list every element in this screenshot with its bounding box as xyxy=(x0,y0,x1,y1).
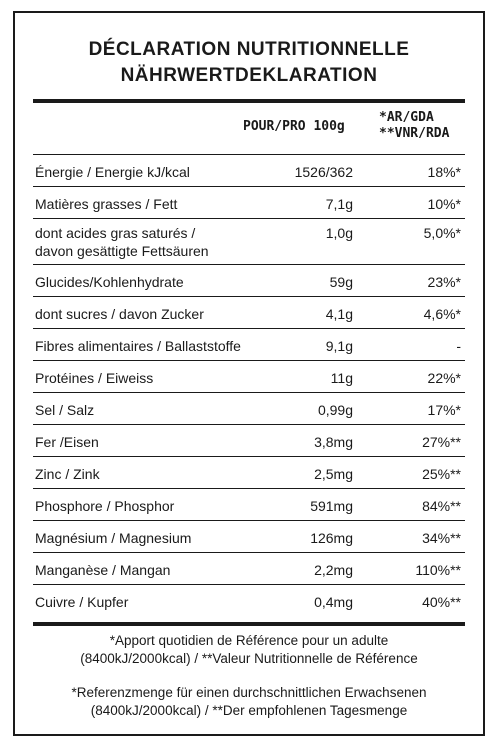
nutrient-name: Glucides/Kohlenhydrate xyxy=(35,274,184,290)
column-header-ar-gda: *AR/GDA xyxy=(379,110,434,125)
footnote-german xyxy=(33,684,465,720)
nutrient-reference-percent: - xyxy=(456,338,461,354)
footnote-german-line2: (8400kJ/2000kcal) / **Der empfohlenen Tagesmenge xyxy=(90,703,408,718)
nutrient-value: 9,1g xyxy=(325,338,353,354)
nutrient-name: Zinc / Zink xyxy=(35,466,100,482)
table-row xyxy=(33,265,465,297)
footnote-french-line1: *Apport quotidien de Référence pour un adulte xyxy=(109,633,389,648)
title-german: NÄHRWERTDEKLARATION xyxy=(120,65,378,86)
nutrient-value: 0,99g xyxy=(317,402,353,418)
footer-rule xyxy=(33,622,465,626)
nutrient-name: Fibres alimentaires / Ballaststoffe xyxy=(35,338,241,354)
nutrient-value: 7,1g xyxy=(325,196,353,212)
nutrient-reference-percent: 84%** xyxy=(422,498,461,514)
table-row xyxy=(33,297,465,329)
nutrient-reference-percent: 18%* xyxy=(427,164,461,180)
table-row xyxy=(33,393,465,425)
nutrient-name: Cuivre / Kupfer xyxy=(35,594,129,610)
nutrient-name: Protéines / Eiweiss xyxy=(35,370,154,386)
nutrient-reference-percent: 4,6%* xyxy=(423,306,461,322)
label-title xyxy=(15,13,483,89)
nutrient-value: 126mg xyxy=(310,530,353,546)
table-row xyxy=(33,219,465,265)
nutrient-value: 591mg xyxy=(310,498,353,514)
nutrient-reference-percent: 110%** xyxy=(415,562,461,578)
nutrient-value: 59g xyxy=(329,274,353,290)
nutrient-reference-percent: 17%* xyxy=(427,402,461,418)
table-row xyxy=(33,553,465,585)
table-row xyxy=(33,329,465,361)
nutrient-name: Matières grasses / Fett xyxy=(35,196,178,212)
nutrient-value: 11g xyxy=(330,370,353,386)
nutrient-name: Sel / Salz xyxy=(35,402,95,418)
nutrient-reference-percent: 25%** xyxy=(422,466,461,482)
nutrient-name: Magnésium / Magnesium xyxy=(35,530,192,546)
table-row xyxy=(33,489,465,521)
nutrient-value: 1,0g xyxy=(325,225,353,241)
nutrition-label xyxy=(13,11,485,736)
column-header-reference xyxy=(379,110,463,142)
nutrient-name: Phosphore / Phosphor xyxy=(35,498,175,514)
table-row xyxy=(33,361,465,393)
nutrient-reference-percent: 40%** xyxy=(422,594,461,610)
nutrient-value: 4,1g xyxy=(325,306,353,322)
table-row xyxy=(33,457,465,489)
column-header-per-100g: POUR/PRO 100g xyxy=(243,119,345,134)
nutrient-value: 3,8mg xyxy=(314,434,353,450)
table-row xyxy=(33,585,465,617)
nutrient-reference-percent: 10%* xyxy=(427,196,461,212)
table-row xyxy=(33,187,465,219)
nutrient-value: 2,5mg xyxy=(314,466,353,482)
table-row xyxy=(33,521,465,553)
nutrient-name: dont sucres / davon Zucker xyxy=(35,306,204,322)
nutrient-reference-percent: 5,0%* xyxy=(423,225,461,241)
footnote-german-line1: *Referenzmenge für einen durchschnittlichen Erwachsenen xyxy=(71,685,427,700)
nutrient-value: 1526/362 xyxy=(294,164,353,180)
nutrient-value: 2,2mg xyxy=(314,562,353,578)
nutrient-reference-percent: 23%* xyxy=(427,274,461,290)
nutrient-reference-percent: 22%* xyxy=(427,370,461,386)
footnote-french-line2: (8400kJ/2000kcal) / **Valeur Nutritionnelle de Référence xyxy=(80,651,418,666)
footnote-french xyxy=(33,632,465,668)
nutrient-name: dont acides gras saturés / davon gesättigte Fettsäuren xyxy=(35,225,209,259)
nutrient-value: 0,4mg xyxy=(314,594,353,610)
table-row xyxy=(33,425,465,457)
header-rule xyxy=(33,99,465,103)
nutrient-name: Énergie / Energie kJ/kcal xyxy=(35,164,190,180)
nutrient-name: Fer /Eisen xyxy=(35,434,99,450)
nutrient-reference-percent: 34%** xyxy=(422,530,461,546)
nutrient-reference-percent: 27%** xyxy=(422,434,461,450)
title-french: DÉCLARATION NUTRITIONNELLE xyxy=(88,39,410,60)
column-header-vnr-rda: **VNR/RDA xyxy=(379,126,450,141)
table-row xyxy=(33,155,465,187)
nutrient-name: Manganèse / Mangan xyxy=(35,562,171,578)
